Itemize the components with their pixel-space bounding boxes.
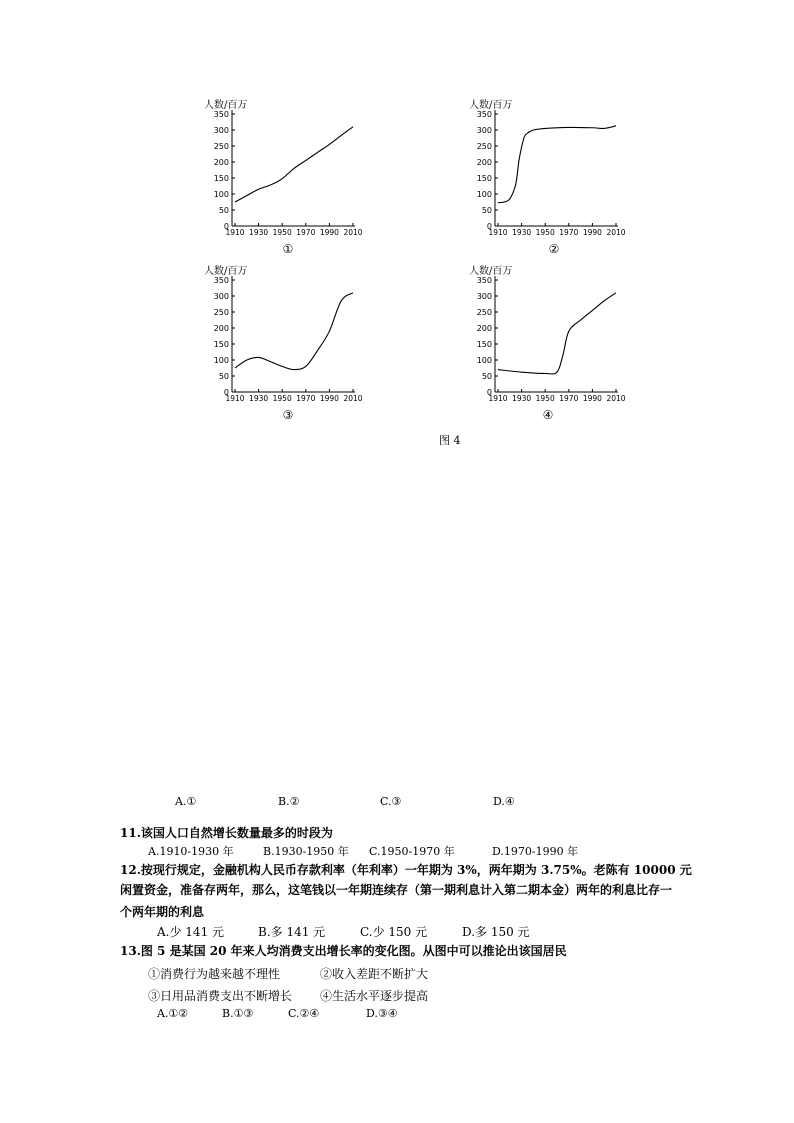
- x-tick-label: 1970: [559, 394, 579, 403]
- q10-option-b: B.②: [278, 795, 300, 808]
- q10-options: [0, 795, 794, 811]
- q11-option-a: A.1910-1930 年: [148, 845, 234, 858]
- x-tick-label: 1930: [512, 228, 532, 237]
- x-tick-label: 1930: [249, 228, 269, 237]
- x-tick-label: 1910: [225, 394, 245, 403]
- chart-4: [463, 262, 628, 427]
- x-tick-label: 1930: [249, 394, 269, 403]
- chart-1: [200, 96, 365, 261]
- x-tick-label: 1990: [582, 228, 602, 237]
- x-tick-label: 2010: [343, 228, 363, 237]
- x-tick-label: 1950: [272, 394, 292, 403]
- figure-caption: 图 4: [439, 434, 461, 447]
- q13-option-d: D.③④: [366, 1007, 398, 1020]
- q13-option-c: C.②④: [288, 1007, 320, 1020]
- chart-2-number: ②: [548, 242, 560, 256]
- q12-option-a: A.少 141 元: [157, 925, 225, 939]
- y-tick-label: 50: [481, 372, 492, 381]
- q13-item-2: ②收入差距不断扩大: [320, 967, 429, 981]
- y-tick-label: 300: [476, 126, 492, 135]
- x-tick-label: 1910: [488, 228, 508, 237]
- q11-options: [0, 843, 794, 859]
- chart-3-ylabel: 人数/百万: [204, 266, 248, 277]
- chart-3: [200, 262, 365, 427]
- y-tick-label: 250: [476, 308, 492, 317]
- x-tick-label: 2010: [343, 394, 363, 403]
- chart-3-svg: [200, 262, 365, 412]
- y-tick-label: 100: [213, 190, 229, 199]
- y-tick-label: 350: [476, 276, 492, 285]
- y-tick-label: 50: [481, 206, 492, 215]
- chart-4-number: ④: [542, 408, 554, 422]
- q13-item-4: ④生活水平逐步提高: [320, 989, 429, 1003]
- series-line: [235, 293, 353, 370]
- q13-option-a: A.①②: [157, 1007, 189, 1020]
- chart-2-svg: [463, 96, 628, 246]
- x-tick-label: 1950: [272, 228, 292, 237]
- x-tick-label: 1990: [582, 394, 602, 403]
- q10-option-d: D.④: [493, 795, 515, 808]
- q12-option-b: B.多 141 元: [258, 925, 326, 939]
- series-line: [498, 126, 616, 203]
- q13-stem: 13.图 5 是某国 20 年来人均消费支出增长率的变化图。从图中可以推论出该国居民: [120, 944, 567, 958]
- q10-option-a: A.①: [175, 795, 197, 808]
- y-tick-label: 50: [218, 206, 229, 215]
- y-tick-label: 200: [476, 324, 492, 333]
- x-tick-label: 1910: [225, 228, 245, 237]
- q13-item-3: ③日用品消费支出不断增长: [148, 989, 293, 1003]
- series-line: [498, 293, 616, 374]
- y-tick-label: 0: [223, 222, 229, 231]
- q11-stem: 11.该国人口自然增长数量最多的时段为: [120, 826, 333, 840]
- x-tick-label: 1970: [296, 394, 316, 403]
- y-tick-label: 100: [476, 356, 492, 365]
- y-tick-label: 150: [476, 174, 492, 183]
- q10-option-c: C.③: [380, 795, 402, 808]
- x-tick-label: 1990: [319, 394, 339, 403]
- x-tick-label: 1950: [535, 394, 555, 403]
- chart-1-svg: [200, 96, 365, 246]
- y-tick-label: 0: [223, 388, 229, 397]
- x-tick-label: 1950: [535, 228, 555, 237]
- y-tick-label: 300: [213, 292, 229, 301]
- q12-options: [0, 923, 794, 939]
- y-tick-label: 250: [476, 142, 492, 151]
- chart-1-ylabel: 人数/百万: [204, 100, 248, 111]
- y-tick-label: 250: [213, 142, 229, 151]
- y-tick-label: 200: [213, 158, 229, 167]
- y-tick-label: 0: [486, 222, 492, 231]
- x-tick-label: 2010: [606, 394, 626, 403]
- q13-options: [0, 1007, 794, 1023]
- y-tick-label: 250: [213, 308, 229, 317]
- y-tick-label: 150: [213, 174, 229, 183]
- y-tick-label: 350: [213, 110, 229, 119]
- q12-option-d: D.多 150 元: [462, 925, 530, 939]
- chart-1-number: ①: [282, 242, 294, 256]
- q13-option-b: B.①③: [222, 1007, 254, 1020]
- x-tick-label: 1990: [319, 228, 339, 237]
- y-tick-label: 0: [486, 388, 492, 397]
- y-tick-label: 350: [213, 276, 229, 285]
- q11-option-c: C.1950-1970 年: [369, 845, 455, 858]
- y-tick-label: 200: [476, 158, 492, 167]
- q12-stem-line1: 12.按现行规定，金融机构人民币存款利率（年利率）一年期为 3%，两年期为 3.75%。老陈有 10000 元: [120, 863, 692, 877]
- q12-option-c: C.少 150 元: [360, 925, 428, 939]
- chart-2: [463, 96, 628, 261]
- chart-3-number: ③: [282, 408, 294, 422]
- y-tick-label: 200: [213, 324, 229, 333]
- y-tick-label: 50: [218, 372, 229, 381]
- y-tick-label: 300: [476, 292, 492, 301]
- x-tick-label: 1910: [488, 394, 508, 403]
- q12-stem-line2: 闲置资金，准备存两年，那么，这笔钱以一年期连续存（第一期利息计入第二期本金）两年的利息比存一: [120, 883, 673, 897]
- q12-stem-line3: 个两年期的利息: [120, 905, 205, 919]
- y-tick-label: 150: [213, 340, 229, 349]
- q11-option-d: D.1970-1990 年: [492, 845, 579, 858]
- q11-option-b: B.1930-1950 年: [263, 845, 349, 858]
- x-tick-label: 1970: [559, 228, 579, 237]
- series-line: [235, 127, 353, 202]
- q13-item-1: ①消费行为越来越不理性: [148, 967, 281, 981]
- y-tick-label: 150: [476, 340, 492, 349]
- y-tick-label: 350: [476, 110, 492, 119]
- y-tick-label: 100: [213, 356, 229, 365]
- chart-2-ylabel: 人数/百万: [469, 100, 513, 111]
- x-tick-label: 2010: [606, 228, 626, 237]
- y-tick-label: 300: [213, 126, 229, 135]
- chart-4-ylabel: 人数/百万: [469, 266, 513, 277]
- x-tick-label: 1930: [512, 394, 532, 403]
- x-tick-label: 1970: [296, 228, 316, 237]
- y-tick-label: 100: [476, 190, 492, 199]
- chart-4-svg: [463, 262, 628, 412]
